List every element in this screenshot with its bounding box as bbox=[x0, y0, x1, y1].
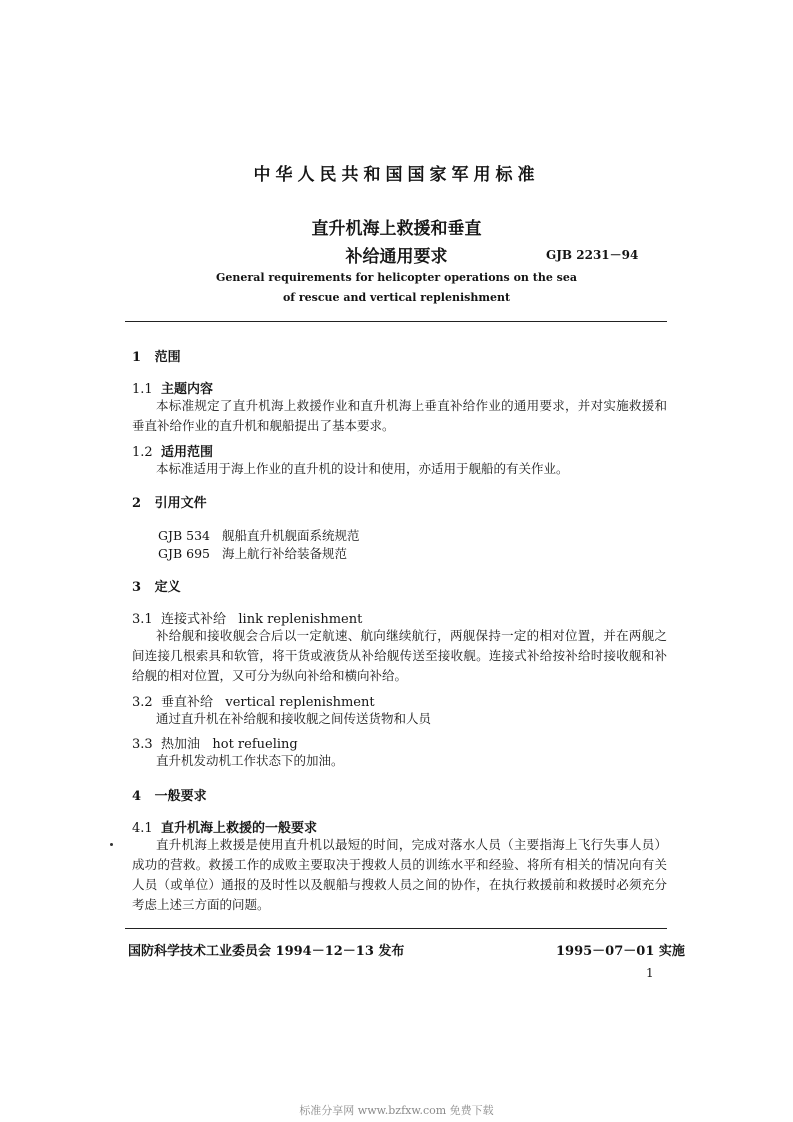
reference-code: GJB 534 bbox=[158, 528, 211, 543]
reference-item bbox=[158, 544, 347, 562]
section-number: 3.3 bbox=[132, 737, 153, 752]
watermark-text: 标准分享网 www.bzfxw.com 免费下载 bbox=[299, 1104, 494, 1117]
section-title: 定义 bbox=[154, 580, 181, 595]
section-3-1-text: 补给舰和接收舰会合后以一定航速、航向继续航行，两舰保持一定的相对位置，并在两舰之间连接几根索具和软管，将干货或液货从补给舰传送至接收舰。连接式补给按补给时接收舰和补给舰的相对位置，又可分为纵向补给和横向补给。 bbox=[132, 628, 667, 683]
section-1-2-text: 本标准适用于海上作业的直升机的设计和使用，亦适用于舰船的有关作业。 bbox=[156, 461, 569, 476]
document-title-line2: 补给通用要求 bbox=[345, 247, 448, 267]
section-3-3-heading bbox=[132, 733, 298, 752]
section-3-2-heading bbox=[132, 691, 375, 710]
section-title: 引用文件 bbox=[154, 496, 207, 511]
standard-org-header: 中华人民共和国国家军用标准 bbox=[253, 165, 540, 185]
section-3-3-text: 直升机发动机工作状态下的加油。 bbox=[156, 753, 344, 768]
section-1-2-heading bbox=[132, 441, 213, 460]
section-title: 范围 bbox=[154, 350, 181, 365]
english-title-line2: of rescue and vertical replenishment bbox=[282, 291, 511, 304]
page-number: 1 bbox=[646, 966, 654, 980]
standard-code: GJB 2231－94 bbox=[546, 248, 639, 262]
reference-name: 舰船直升机舰面系统规范 bbox=[222, 528, 360, 543]
footer-divider bbox=[125, 928, 667, 929]
title-divider bbox=[125, 321, 667, 322]
section-number: 3.2 bbox=[132, 695, 153, 710]
section-title: 适用范围 bbox=[160, 445, 213, 460]
section-number: 3.1 bbox=[132, 612, 153, 627]
section-number: 1.1 bbox=[132, 382, 153, 397]
section-title: 连接式补给 bbox=[160, 612, 226, 627]
section-title: 热加油 bbox=[160, 737, 200, 752]
section-number: 4.1 bbox=[132, 821, 153, 836]
section-4-heading bbox=[132, 785, 207, 804]
effective-date: 1995－07－01 实施 bbox=[556, 944, 685, 959]
section-1-heading bbox=[132, 346, 181, 365]
section-title: 直升机海上救援的一般要求 bbox=[160, 821, 317, 836]
section-number: 3 bbox=[132, 580, 142, 595]
section-3-heading bbox=[132, 576, 181, 595]
section-3-1-heading bbox=[132, 608, 362, 627]
reference-code: GJB 695 bbox=[158, 546, 211, 561]
scan-speck bbox=[110, 843, 113, 846]
section-2-heading bbox=[132, 492, 207, 511]
section-1-1-heading bbox=[132, 378, 213, 397]
section-title: 主题内容 bbox=[160, 382, 213, 397]
section-3-2-text: 通过直升机在补给舰和接收舰之间传送货物和人员 bbox=[156, 711, 432, 726]
section-1-1-text: 本标准规定了直升机海上救援作业和直升机海上垂直补给作业的通用要求，并对实施救援和垂直补给作业的直升机和舰船提出了基本要求。 bbox=[132, 398, 667, 433]
section-title: 垂直补给 bbox=[160, 695, 213, 710]
section-english-term: link replenishment bbox=[238, 612, 363, 627]
document-title-line1: 直升机海上救援和垂直 bbox=[311, 219, 482, 239]
issued-by: 国防科学技术工业委员会 1994－12－13 发布 bbox=[128, 944, 405, 959]
reference-item bbox=[158, 526, 360, 544]
reference-name: 海上航行补给装备规范 bbox=[222, 546, 348, 561]
section-english-term: hot refueling bbox=[212, 737, 298, 752]
section-number: 1.2 bbox=[132, 445, 153, 460]
section-title: 一般要求 bbox=[154, 789, 207, 804]
english-title-line1: General requirements for helicopter operations on the sea bbox=[216, 271, 577, 284]
section-4-1-heading bbox=[132, 817, 317, 836]
section-4-1-text: 直升机海上救援是使用直升机以最短的时间，完成对落水人员（主要指海上飞行失事人员）成功的营救。救援工作的成败主要取决于搜救人员的训练水平和经验、将所有相关的情况向有关人员（或单位）通报的及时性以及舰船与搜救人员之间的协作，在执行救援前和救援时必须充分考虑上述三方面的问题。 bbox=[132, 837, 667, 912]
section-number: 1 bbox=[132, 350, 142, 365]
section-number: 2 bbox=[132, 496, 142, 511]
section-number: 4 bbox=[132, 789, 142, 804]
section-english-term: vertical replenishment bbox=[225, 695, 375, 710]
